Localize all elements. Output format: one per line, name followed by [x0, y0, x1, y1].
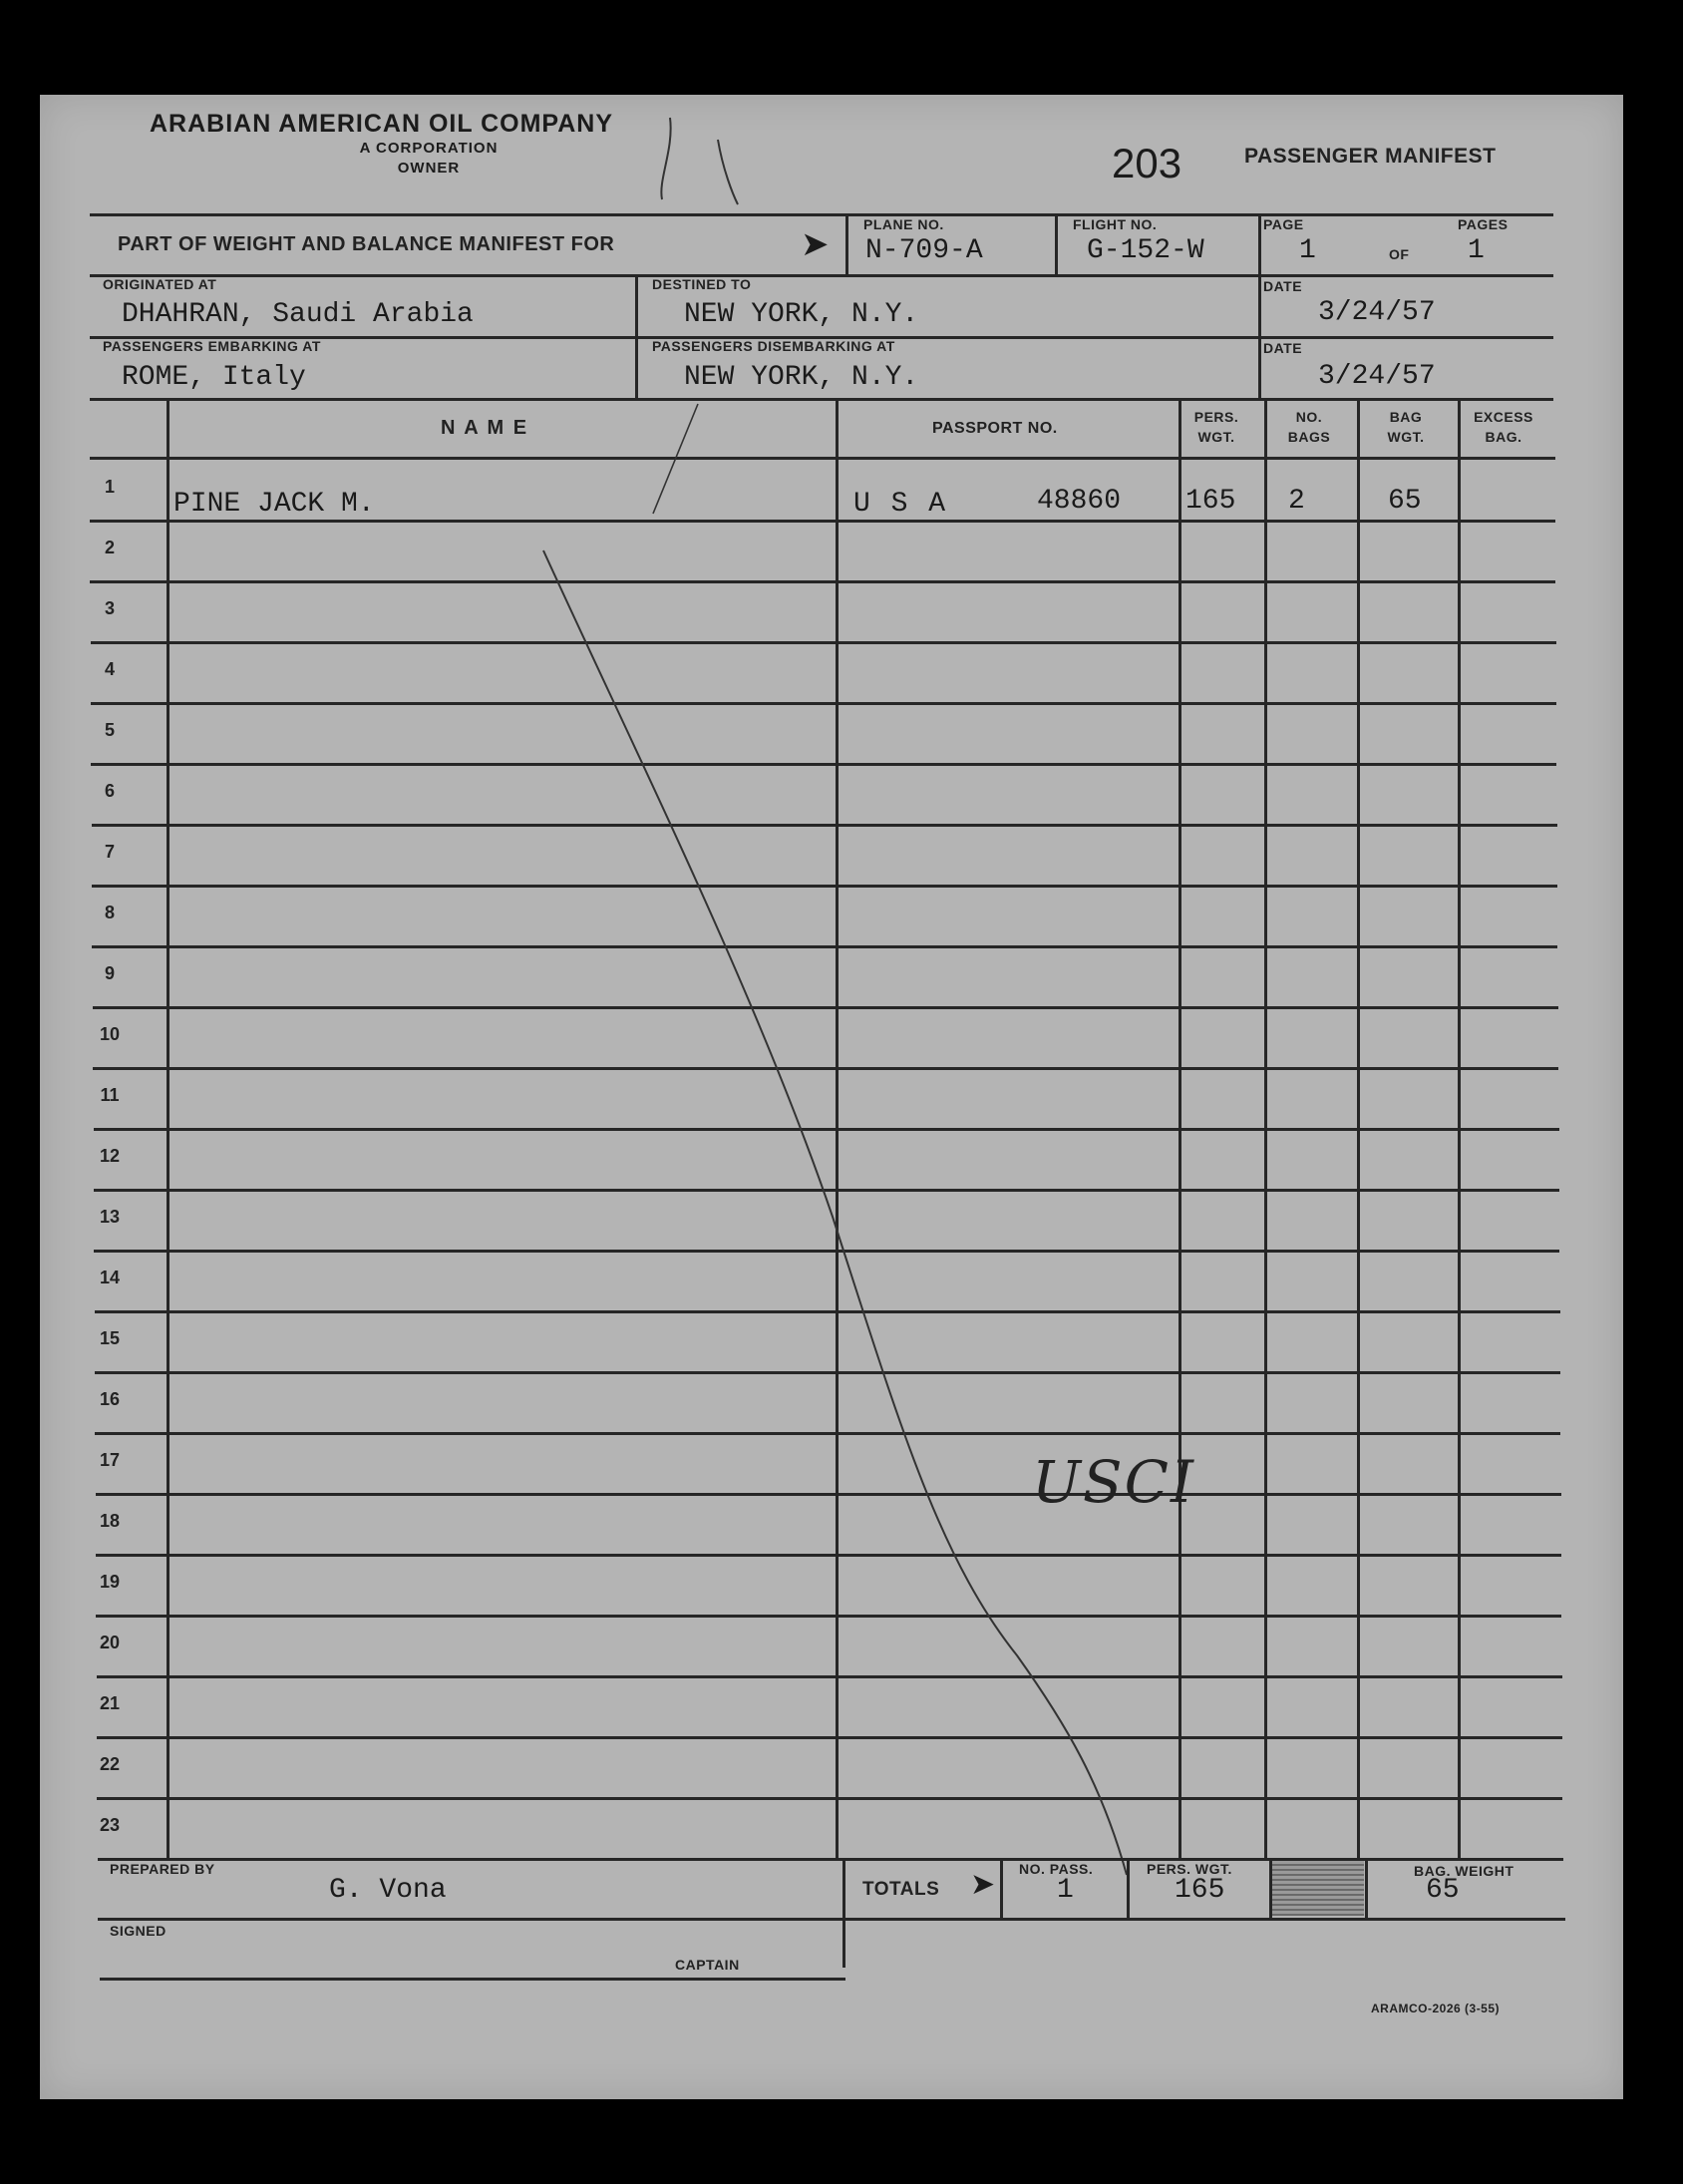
pages-value: 1: [1468, 235, 1485, 266]
row-number: 19: [99, 1572, 121, 1592]
row-number: 21: [99, 1693, 121, 1713]
disembarking-value: NEW YORK, N.Y.: [684, 362, 919, 393]
name-column-header: N A M E: [441, 417, 529, 439]
destined-label: DESTINED TO: [652, 276, 752, 292]
passenger-name: PINE JACK M.: [173, 489, 375, 520]
row-number: 13: [99, 1207, 121, 1227]
bag-wgt-header-1: BAG: [1389, 409, 1423, 425]
totals-label: TOTALS: [862, 1879, 940, 1900]
date2-label: DATE: [1263, 340, 1303, 356]
row-number: 11: [100, 1085, 120, 1105]
plane-no-label: PLANE NO.: [863, 216, 944, 232]
embarking-label: PASSENGERS EMBARKING AT: [103, 338, 321, 354]
row-number: 3: [104, 598, 115, 618]
date2-value: 3/24/57: [1318, 361, 1436, 392]
row-number: 14: [99, 1268, 121, 1287]
total-pers-wgt-label: PERS. WGT.: [1147, 1861, 1232, 1877]
row-number: 22: [99, 1754, 121, 1774]
part-of-manifest-label: PART OF WEIGHT AND BALANCE MANIFEST FOR: [118, 233, 615, 255]
prepared-by-label: PREPARED BY: [110, 1861, 215, 1877]
pers-wgt-header-2: WGT.: [1197, 429, 1235, 445]
total-pers-wgt-value: 165: [1175, 1875, 1225, 1906]
excess-bag-header-2: BAG.: [1485, 429, 1522, 445]
prepared-by-value: G. Vona: [329, 1875, 447, 1906]
date1-value: 3/24/57: [1318, 297, 1436, 328]
passenger-pers-wgt: 165: [1185, 486, 1236, 517]
corporation-line: A CORPORATION: [359, 140, 499, 157]
document-number: 203: [1112, 140, 1182, 186]
destined-value: NEW YORK, N.Y.: [684, 299, 919, 330]
row-number: 1: [104, 477, 115, 497]
disembarking-label: PASSENGERS DISEMBARKING AT: [652, 338, 895, 354]
row-number: 6: [104, 781, 115, 801]
captain-label: CAPTAIN: [675, 1957, 740, 1973]
passenger-no-bags: 2: [1288, 486, 1305, 517]
row-number: 18: [99, 1511, 121, 1531]
passenger-bag-wgt: 65: [1388, 486, 1422, 517]
passport-column-header: PASSPORT NO.: [932, 420, 1058, 437]
pers-wgt-header-1: PERS.: [1193, 409, 1239, 425]
no-bags-header-2: BAGS: [1287, 429, 1331, 445]
row-number: 23: [99, 1815, 121, 1835]
bag-wgt-header-2: WGT.: [1387, 429, 1425, 445]
passport-number: 48860: [1037, 486, 1122, 517]
no-pass-value: 1: [1057, 1875, 1074, 1906]
hatched-blank-cell: [1272, 1861, 1364, 1916]
row-number: 9: [104, 963, 115, 983]
page-value: 1: [1299, 235, 1316, 266]
plane-no-value: N-709-A: [865, 235, 983, 266]
row-number: 10: [99, 1024, 121, 1044]
document-title: PASSENGER MANIFEST: [1244, 145, 1497, 168]
row-number: 17: [99, 1450, 121, 1470]
row-number: 2: [104, 538, 115, 557]
row-number: 15: [99, 1328, 121, 1348]
of-label: OF: [1389, 246, 1410, 262]
excess-bag-header-1: EXCESS: [1474, 409, 1533, 425]
passport-country: U S A: [853, 489, 948, 520]
originated-value: DHAHRAN, Saudi Arabia: [122, 299, 474, 330]
row-number: 5: [104, 720, 115, 740]
signed-label: SIGNED: [110, 1923, 167, 1939]
row-number: 12: [99, 1146, 121, 1166]
pages-label: PAGES: [1458, 216, 1509, 232]
company-name: ARABIAN AMERICAN OIL COMPANY: [150, 110, 614, 138]
arrow-right-icon-2: ➤: [970, 1868, 996, 1901]
flight-no-value: G-152-W: [1087, 235, 1204, 266]
row-number: 4: [104, 659, 115, 679]
handwritten-annotation: USCI: [1032, 1448, 1195, 1516]
date1-label: DATE: [1263, 278, 1303, 294]
row-number: 20: [99, 1633, 121, 1652]
row-number: 8: [104, 903, 115, 922]
no-pass-label: NO. PASS.: [1019, 1861, 1094, 1877]
embarking-value: ROME, Italy: [122, 362, 306, 393]
originated-label: ORIGINATED AT: [103, 276, 217, 292]
arrow-right-icon: ➤: [801, 225, 830, 263]
row-number: 16: [99, 1389, 121, 1409]
form-code: ARAMCO-2026 (3-55): [1371, 2002, 1501, 2015]
page-label: PAGE: [1263, 216, 1304, 232]
no-bags-header-1: NO.: [1295, 409, 1323, 425]
bag-weight-label: BAG. WEIGHT: [1414, 1863, 1515, 1879]
row-number: 7: [104, 842, 115, 862]
flight-no-label: FLIGHT NO.: [1073, 216, 1158, 232]
bag-weight-value: 65: [1426, 1875, 1460, 1906]
owner-line: OWNER: [397, 160, 461, 177]
